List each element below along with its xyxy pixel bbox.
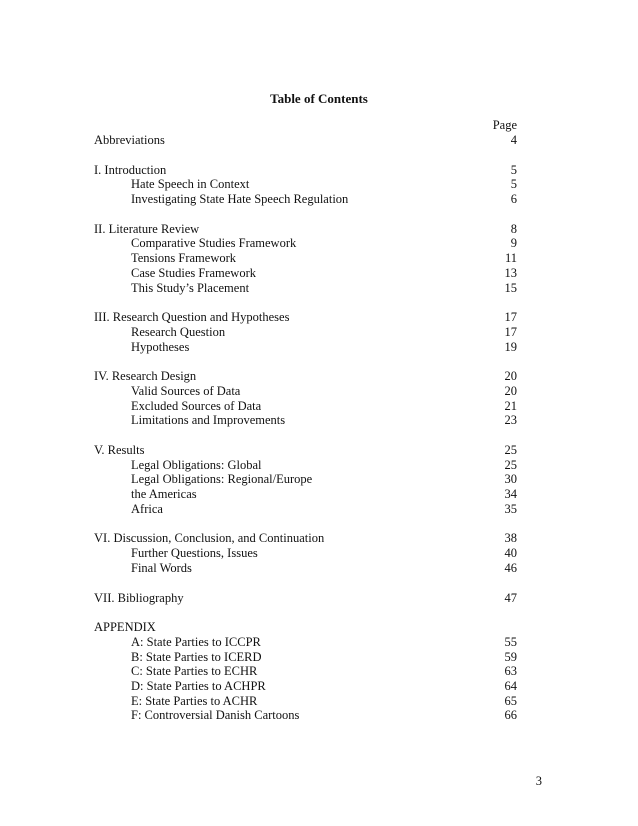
toc-entry-label: Case Studies Framework [131,265,256,280]
toc-entry-label: Hate Speech in Context [131,177,250,192]
toc-entry [94,384,517,399]
toc-entry-page: 17 [504,310,517,325]
toc-entry-page: 4 [510,133,517,147]
toc-entry-page: 9 [510,236,517,251]
toc-entry-label: Final Words [131,560,192,575]
toc-entry [94,708,517,723]
toc-entry-label: Legal Obligations: Regional/Europe [131,472,313,487]
toc-entry [94,163,517,178]
toc-entry-page: 34 [504,487,517,502]
toc-entry-label: F: Controversial Danish Cartoons [131,708,300,723]
toc-entry-label: Further Questions, Issues [131,546,258,561]
toc-entry-label: Excluded Sources of Data [131,398,262,413]
toc-entry [94,458,517,473]
toc-entry-label: VII. Bibliography [94,590,184,605]
toc-entry [94,413,517,428]
toc-entry-page: 20 [504,383,517,398]
toc-entry-page: 20 [504,369,517,384]
toc-entry-page: 63 [504,664,517,679]
toc-entry-label: Tensions Framework [131,251,237,266]
toc-entry-page: 5 [510,162,517,177]
page-column-label: Page [492,118,517,132]
toc-entry-page: 6 [510,192,517,207]
toc-entry-page [493,620,517,635]
toc-entry-page: 23 [504,413,517,428]
toc-entry [94,369,517,384]
toc-entry [94,281,517,296]
toc-entry-label: the Americas [131,487,197,502]
toc-entry [94,325,517,340]
toc-entry [94,694,517,709]
toc-entry [94,591,517,606]
toc-entry [94,635,517,650]
toc-entry-page: 13 [504,265,517,280]
toc-entry [94,487,517,502]
toc-entry [94,133,517,148]
toc-entry [94,546,517,561]
toc-entry-page: 40 [504,546,517,561]
toc-entry-label: APPENDIX [94,620,156,635]
toc-entry-label: V. Results [94,443,145,457]
toc-entry-page: 8 [510,221,517,236]
toc-entry-label: Africa [131,501,163,516]
page-number: 3 [535,774,542,788]
toc-entry-page: 30 [504,472,517,487]
toc-list [94,133,517,723]
toc-entry [94,650,517,665]
toc-entry-label: Legal Obligations: Global [131,457,262,472]
toc-entry-page: 66 [504,708,517,723]
toc-entry [94,310,517,325]
toc-entry [94,620,517,635]
toc-entry-label: C: State Parties to ECHR [131,664,258,679]
toc-entry-page: 11 [504,251,517,266]
toc-entry-label: Valid Sources of Data [131,383,241,398]
toc-entry-label: VI. Discussion, Conclusion, and Continuation [94,531,325,546]
toc-entry-page: 47 [504,590,517,605]
toc-entry-page: 38 [504,531,517,546]
toc-entry-label: Investigating State Hate Speech Regulation [131,192,349,207]
toc-entry-page: 17 [504,324,517,339]
toc-entry [94,222,517,237]
toc-entry [94,251,517,266]
toc-entry-label: Limitations and Improvements [131,413,286,428]
toc-entry-label: Hypotheses [131,339,190,354]
toc-entry [94,399,517,414]
toc-entry-page: 59 [504,649,517,664]
toc-entry-page: 25 [504,443,517,457]
toc-entry [94,340,517,355]
toc-entry-page: 21 [504,398,517,413]
toc-entry [94,664,517,679]
toc-entry-page: 19 [504,339,517,354]
toc-entry-label: This Study’s Placement [131,280,250,295]
toc-entry-label: I. Introduction [94,162,167,177]
toc-entry [94,502,517,517]
toc-entry-label: II. Literature Review [94,221,200,236]
toc-entry [94,192,517,207]
toc-entry-page: 65 [504,693,517,708]
toc-entry [94,236,517,251]
toc-entry-label: Research Question [131,324,226,339]
toc-entry-label: D: State Parties to ACHPR [131,678,266,693]
toc-entry-label: B: State Parties to ICERD [131,649,262,664]
toc-entry-page: 35 [504,501,517,516]
toc-entry-page: 25 [504,457,517,472]
toc-entry [94,531,517,546]
toc-entry-page: 64 [504,678,517,693]
toc-title: Table of Contents [270,91,368,106]
toc-entry-label: E: State Parties to ACHR [131,693,258,708]
toc-entry-label: Comparative Studies Framework [131,236,297,251]
toc-entry-label: A: State Parties to ICCPR [131,634,261,649]
toc-entry [94,472,517,487]
toc-entry-page: 55 [504,634,517,649]
toc-entry-page: 46 [504,560,517,575]
toc-entry-label: Abbreviations [94,133,165,147]
toc-entry [94,443,517,458]
toc-entry [94,266,517,281]
toc-entry-label: III. Research Question and Hypotheses [94,310,290,325]
toc-entry-label: IV. Research Design [94,369,197,384]
toc-entry [94,679,517,694]
toc-entry [94,561,517,576]
toc-entry-page: 5 [510,177,517,192]
toc-entry-page: 15 [504,280,517,295]
toc-entry [94,177,517,192]
